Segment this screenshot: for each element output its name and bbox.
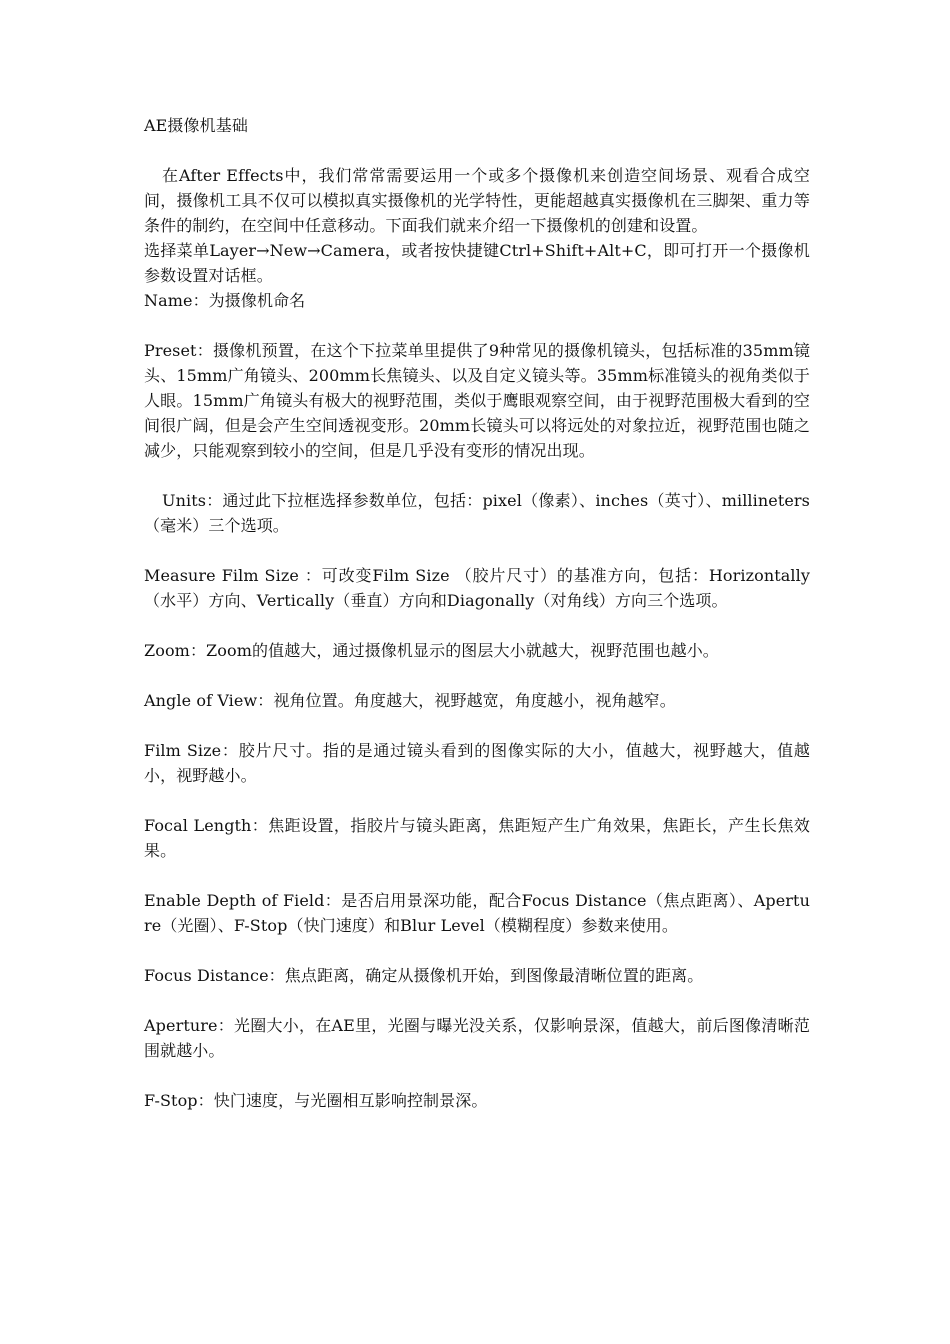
paragraph-gap bbox=[144, 788, 810, 813]
paragraph-preset: Preset：摄像机预置，在这个下拉菜单里提供了9种常见的摄像机镜头，包括标准的35mm镜头、15mm广角镜头、200mm长焦镜头、以及自定义镜头等。35mm标准镜头的视角类似于人眼。15mm广角镜头有极大的视野范围，类似于鹰眼观察空间，由于视野范围极大看到的空间很广阔，但是会产生空间透视变形。20mm长镜头可以将远处的对象拉近，视野范围也随之减少，只能观察到较小的空间，但是几乎没有变形的情况出现。 bbox=[144, 341, 810, 460]
paragraph-focal-length: Focal Length：焦距设置，指胶片与镜头距离，焦距短产生广角效果，焦距长，产生长焦效果。 bbox=[144, 816, 810, 860]
paragraph-gap bbox=[144, 988, 810, 1013]
document-body bbox=[144, 113, 816, 1113]
paragraph-gap bbox=[144, 938, 810, 963]
paragraph-intro: 在After Effects中，我们常常需要运用一个或多个摄像机来创造空间场景、观看合成空间，摄像机工具不仅可以模拟真实摄像机的光学特性，更能超越真实摄像机在三脚架、重力等条件的制约，在空间中任意移动。下面我们就来介绍一下摄像机的创建和设置。 bbox=[144, 166, 810, 235]
paragraph-name: Name：为摄像机命名 bbox=[144, 291, 306, 310]
paragraph-gap bbox=[144, 138, 810, 163]
paragraph-gap bbox=[144, 463, 810, 488]
paragraph-gap bbox=[144, 613, 810, 638]
paragraph-gap bbox=[144, 538, 810, 563]
paragraph-angle-of-view: Angle of View：视角位置。角度越大，视野越宽，角度越小，视角越窄。 bbox=[144, 691, 676, 710]
paragraph-aperture: Aperture：光圈大小，在AE里，光圈与曝光没关系，仅影响景深，值越大，前后图像清晰范围就越小。 bbox=[144, 1016, 810, 1060]
paragraph-gap bbox=[144, 663, 810, 688]
paragraph-zoom: Zoom：Zoom的值越大，通过摄像机显示的图层大小就越大，视野范围也越小。 bbox=[144, 641, 719, 660]
paragraph-menu-shortcut: 选择菜单Layer→New→Camera，或者按快捷键Ctrl+Shift+Alt+C，即可打开一个摄像机参数设置对话框。 bbox=[144, 241, 810, 285]
document-title: AE摄像机基础 bbox=[144, 116, 248, 135]
paragraph-gap bbox=[144, 313, 810, 338]
paragraph-measure-film-size: Measure Film Size ：可改变Film Size （胶片尺寸）的基准方向，包括：Horizontally （水平）方向、Vertically（垂直）方向和Diagonally（对角线）方向三个选项。 bbox=[144, 566, 816, 610]
paragraph-gap bbox=[144, 863, 810, 888]
paragraph-depth-of-field: Enable Depth of Field：是否启用景深功能，配合Focus Distance（焦点距离）、Aperture（光圈）、F-Stop（快门速度）和Blur Level（模糊程度）参数来使用。 bbox=[144, 891, 810, 935]
paragraph-units: Units：通过此下拉框选择参数单位，包括：pixel（像素）、inches（英寸）、millineters （毫米）三个选项。 bbox=[144, 491, 816, 535]
paragraph-gap bbox=[144, 713, 810, 738]
paragraph-gap bbox=[144, 1063, 810, 1088]
paragraph-focus-distance: Focus Distance：焦点距离，确定从摄像机开始，到图像最清晰位置的距离。 bbox=[144, 966, 704, 985]
paragraph-f-stop: F-Stop：快门速度，与光圈相互影响控制景深。 bbox=[144, 1091, 488, 1110]
paragraph-film-size: Film Size：胶片尺寸。指的是通过镜头看到的图像实际的大小，值越大，视野越大，值越小，视野越小。 bbox=[144, 741, 810, 785]
